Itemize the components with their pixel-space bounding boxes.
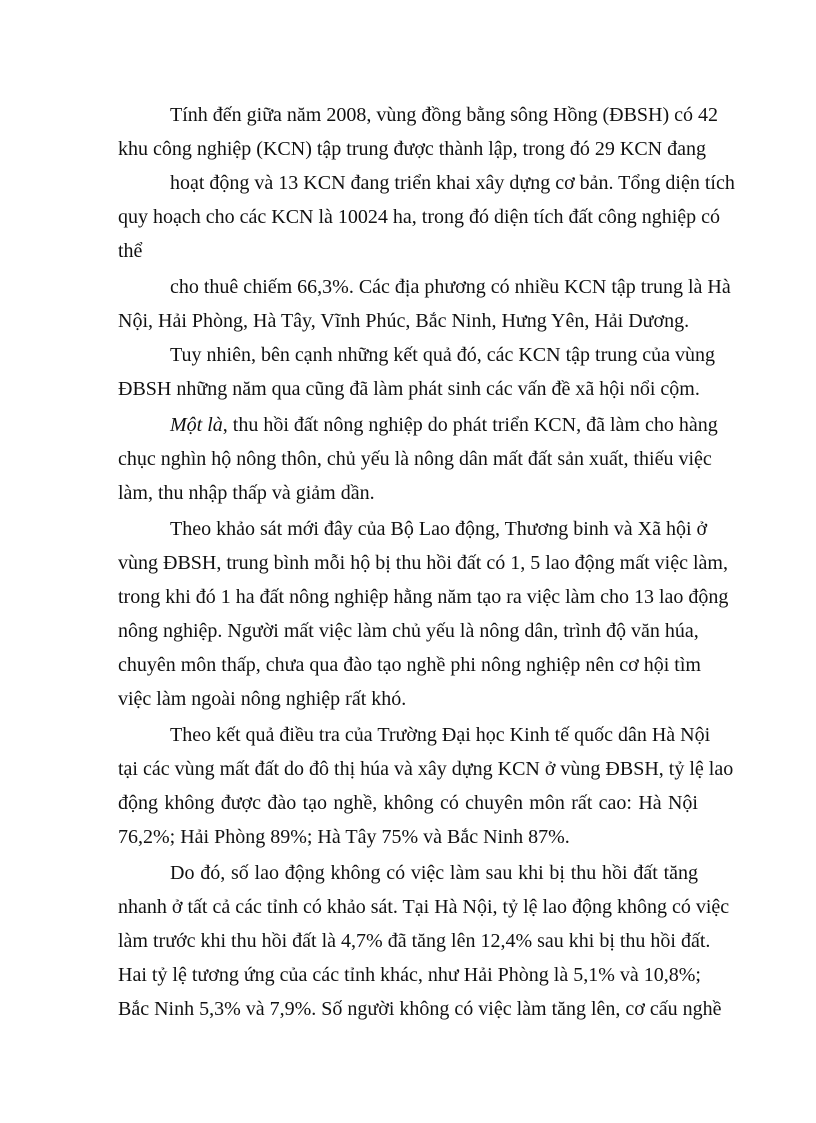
text-line: [170, 408, 718, 442]
text-line: trong khi đó 1 ha đất nông nghiệp hằng năm tạo ra việc làm cho 13 lao động: [118, 586, 729, 608]
text-line: Tuy nhiên, bên cạnh những kết quả đó, các KCN tập trung của vùng: [170, 344, 715, 366]
text-line: thể: [118, 240, 143, 262]
text-line: việc làm ngoài nông nghiệp rất khó.: [118, 688, 407, 710]
text-line: tại các vùng mất đất do đô thị húa và xây dựng KCN ở vùng ĐBSH, tỷ lệ lao: [118, 758, 734, 780]
text-line: Bắc Ninh 5,3% và 7,9%. Số người không có việc làm tăng lên, cơ cấu nghề: [118, 998, 722, 1020]
text-line: làm, thu nhập thấp và giảm dần.: [118, 482, 375, 504]
text-line: vùng ĐBSH, trung bình mỗi hộ bị thu hồi đất có 1, 5 lao động mất việc làm,: [118, 552, 728, 574]
text-line: động không được đào tạo nghề, không có chuyên môn rất cao: Hà Nội: [118, 792, 698, 814]
text-line: ĐBSH những năm qua cũng đã làm phát sinh các vấn đề xã hội nổi cộm.: [118, 378, 700, 400]
text-line: nông nghiệp. Người mất việc làm chủ yếu là nông dân, trình độ văn húa,: [118, 620, 699, 642]
text-line: Nội, Hải Phòng, Hà Tây, Vĩnh Phúc, Bắc Ninh, Hưng Yên, Hải Dương.: [118, 310, 690, 332]
text-span: , thu hồi đất nông nghiệp do phát triển KCN, đã làm cho hàng: [222, 414, 718, 436]
text-line: Theo khảo sát mới đây của Bộ Lao động, Thương binh và Xã hội ở: [170, 518, 708, 540]
text-line: làm trước khi thu hồi đất là 4,7% đã tăng lên 12,4% sau khi bị thu hồi đất.: [118, 930, 711, 952]
text-line: quy hoạch cho các KCN là 10024 ha, trong đó diện tích đất công nghiệp có: [118, 206, 721, 228]
text-line: Tính đến giữa năm 2008, vùng đồng bằng sông Hồng (ĐBSH) có 42: [170, 104, 719, 126]
text-line: Hai tỷ lệ tương ứng của các tỉnh khác, như Hải Phòng là 5,1% và 10,8%;: [118, 964, 701, 986]
text-line: chuyên môn thấp, chưa qua đào tạo nghề phi nông nghiệp nên cơ hội tìm: [118, 654, 701, 676]
text-line: Theo kết quả điều tra của Trường Đại học Kinh tế quốc dân Hà Nội: [170, 724, 711, 746]
text-line: chục nghìn hộ nông thôn, chủ yếu là nông dân mất đất sản xuất, thiếu việc: [118, 448, 712, 470]
text-line: nhanh ở tất cả các tỉnh có khảo sát. Tại Hà Nội, tỷ lệ lao động không có việc: [118, 896, 730, 918]
text-line: khu công nghiệp (KCN) tập trung được thành lập, trong đó 29 KCN đang: [118, 138, 706, 160]
text-line: 76,2%; Hải Phòng 89%; Hà Tây 75% và Bắc Ninh 87%.: [118, 826, 570, 848]
text-line: hoạt động và 13 KCN đang triển khai xây dựng cơ bản. Tổng diện tích: [170, 172, 735, 194]
text-line: Do đó, số lao động không có việc làm sau khi bị thu hồi đất tăng: [170, 862, 698, 884]
emphasis-text: Một là: [170, 414, 223, 436]
text-line: cho thuê chiếm 66,3%. Các địa phương có nhiều KCN tập trung là Hà: [170, 276, 731, 298]
